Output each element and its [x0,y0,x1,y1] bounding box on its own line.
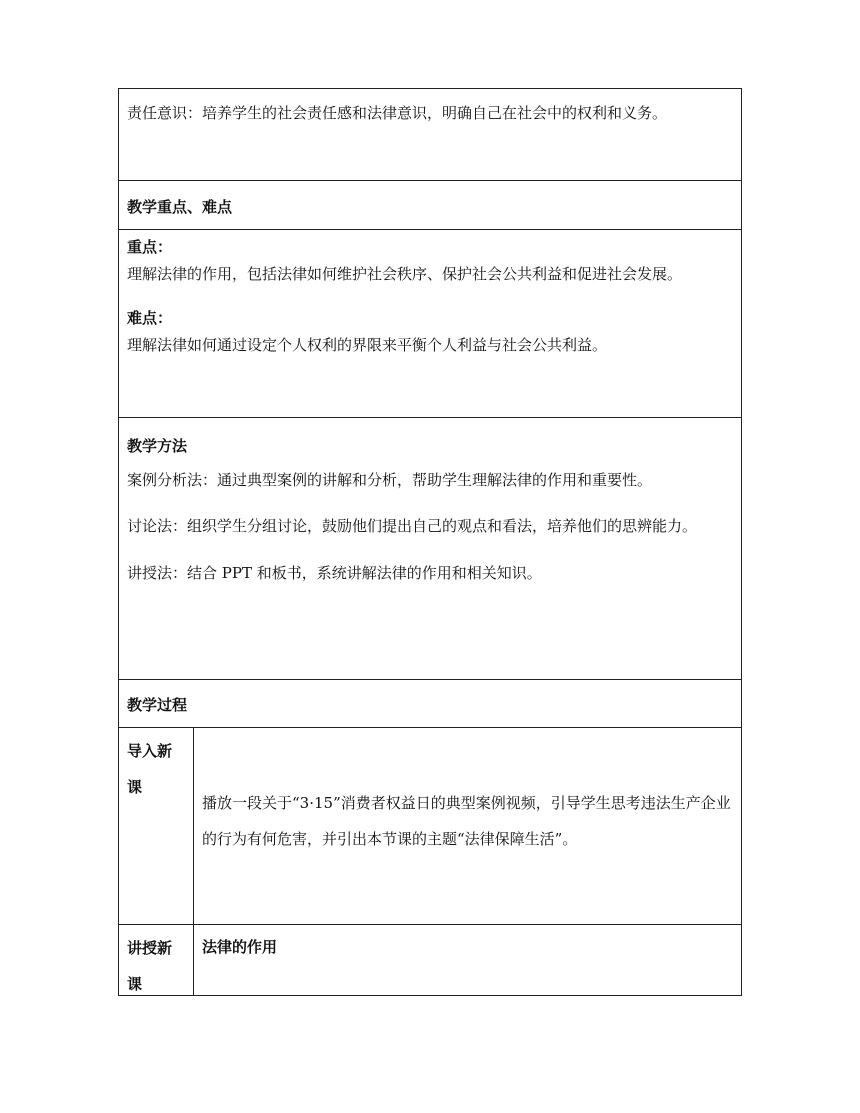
key-points-title: 教学重点、难点 [127,198,233,216]
methods-content [119,418,741,585]
process-header-row [119,680,741,728]
lecture-row [119,925,741,996]
intro-label: 导入新课 [119,728,194,924]
responsibility-text: 责任意识：培养学生的社会责任感和法律意识，明确自己在社会中的权利和义务。 [127,104,668,122]
key-point-label: 重点： [127,238,173,256]
key-points-header-row [119,181,741,230]
key-point-text: 理解法律的作用，包括法律如何维护社会秩序、保护社会公共利益和促进社会发展。 [127,265,683,283]
process-title: 教学过程 [127,696,188,714]
difficulty-label: 难点： [127,309,173,327]
method-case: 案例分析法：通过典型案例的讲解和分析，帮助学生理解法律的作用和重要性。 [127,471,653,489]
key-points-row [119,230,741,418]
intro-row [119,728,741,925]
methods-row [119,418,741,680]
difficulty-text: 理解法律如何通过设定个人权利的界限来平衡个人利益与社会公共利益。 [127,336,608,354]
responsibility-row [119,89,741,181]
key-points-content [119,230,741,361]
lecture-text: 法律的作用 [202,938,278,956]
intro-text: 播放一段关于“3·15”消费者权益日的典型案例视频，引导学生思考违法生产企业的行为有何危害，并引出本节课的主题“法律保障生活”。 [202,794,731,848]
method-discussion: 讨论法：组织学生分组讨论，鼓励他们提出自己的观点和看法，培养他们的思辨能力。 [127,517,698,535]
methods-title: 教学方法 [127,437,188,455]
lecture-label: 讲授新课 [119,925,194,995]
lesson-plan-table [118,88,742,996]
method-lecture: 讲授法：结合 PPT 和板书，系统讲解法律的作用和相关知识。 [127,564,542,582]
